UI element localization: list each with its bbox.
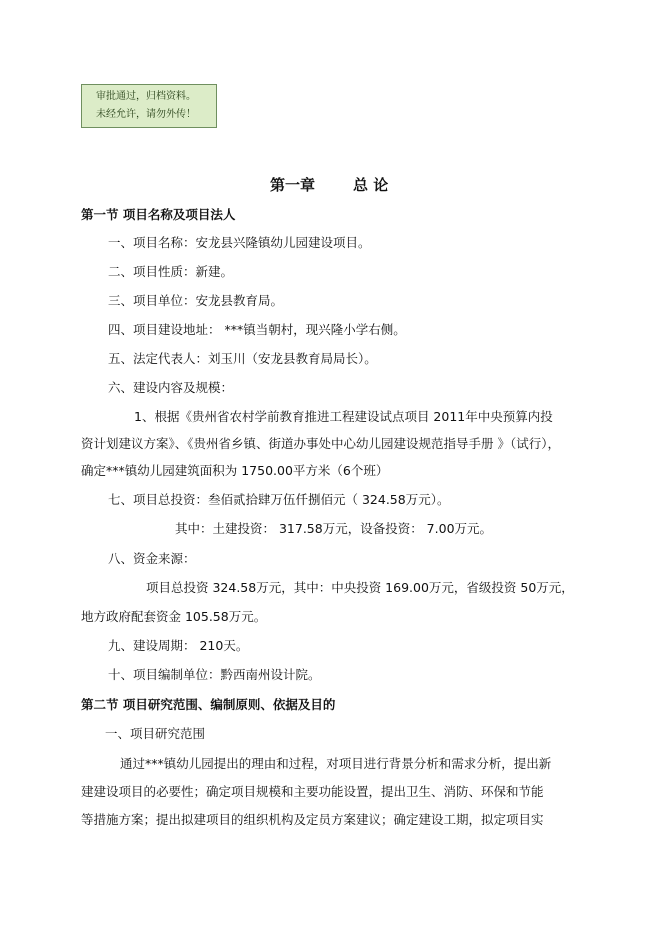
item-compiler-unit: 十、项目编制单位：黔西南州设计院。 [108,667,321,682]
notice-line-2: 未经允许，请勿外传！ [96,109,196,120]
section2-heading: 第二节 项目研究范围、编制原则、依据及目的 [81,697,336,712]
research-scope-heading: 一、项目研究范围 [105,726,206,741]
scope-paragraph-line-1: 通过***镇幼儿园提出的理由和过程，对项目进行背景分析和需求分析，提出新 [120,756,552,771]
scope-paragraph-line-2: 建建设项目的必要性；确定项目规模和主要功能设置，提出卫生、消防、环保和节能 [81,784,544,799]
item-project-name: 一、项目名称：安龙县兴隆镇幼儿园建设项目。 [108,235,371,250]
item-project-address: 四、项目建设地址： ***镇当朝村，现兴隆小学右侧。 [108,322,406,337]
item-funding-source: 八、资金来源： [108,551,196,566]
investment-detail: 其中：土建投资： 317.58万元，设备投资： 7.00万元。 [175,521,493,536]
chapter-label: 第一章 [270,176,316,194]
notice-line-1: 审批通过，归档资料。 [96,91,196,102]
scale-text-line-1: 1、根据《贵州省农村学前教育推进工程建设试点项目 2011年中央预算内投 [134,409,553,424]
chapter-title: 总 论 [353,176,389,194]
item-project-unit: 三、项目单位：安龙县教育局。 [108,293,284,308]
approval-notice-box [81,84,217,128]
item-construction-scale: 六、建设内容及规模： [108,380,234,395]
item-project-nature: 二、项目性质：新建。 [108,264,234,279]
section1-heading: 第一节 项目名称及项目法人 [81,207,236,222]
item-legal-representative: 五、法定代表人：刘玉川（安龙县教育局局长）。 [108,351,377,366]
item-total-investment: 七、项目总投资：叁佰贰拾肆万伍仟捌佰元（ 324.58万元）。 [108,492,450,507]
item-construction-period: 九、建设周期： 210天。 [108,638,249,653]
scope-paragraph-line-3: 等措施方案；提出拟建项目的组织机构及定员方案建议；确定建设工期，拟定项目实 [81,812,544,827]
funding-text-line-1: 项目总投资 324.58万元，其中：中央投资 169.00万元，省级投资 50万元， [146,580,574,595]
funding-text-line-2: 地方政府配套资金 105.58万元。 [81,609,267,624]
scale-text-line-3: 确定***镇幼儿园建筑面积为 1750.00平方米（6个班） [81,463,389,478]
scale-text-line-2: 资计划建议方案》、《贵州省乡镇、街道办事处中心幼儿园建设规范指导手册 》（试行）， [81,436,560,451]
